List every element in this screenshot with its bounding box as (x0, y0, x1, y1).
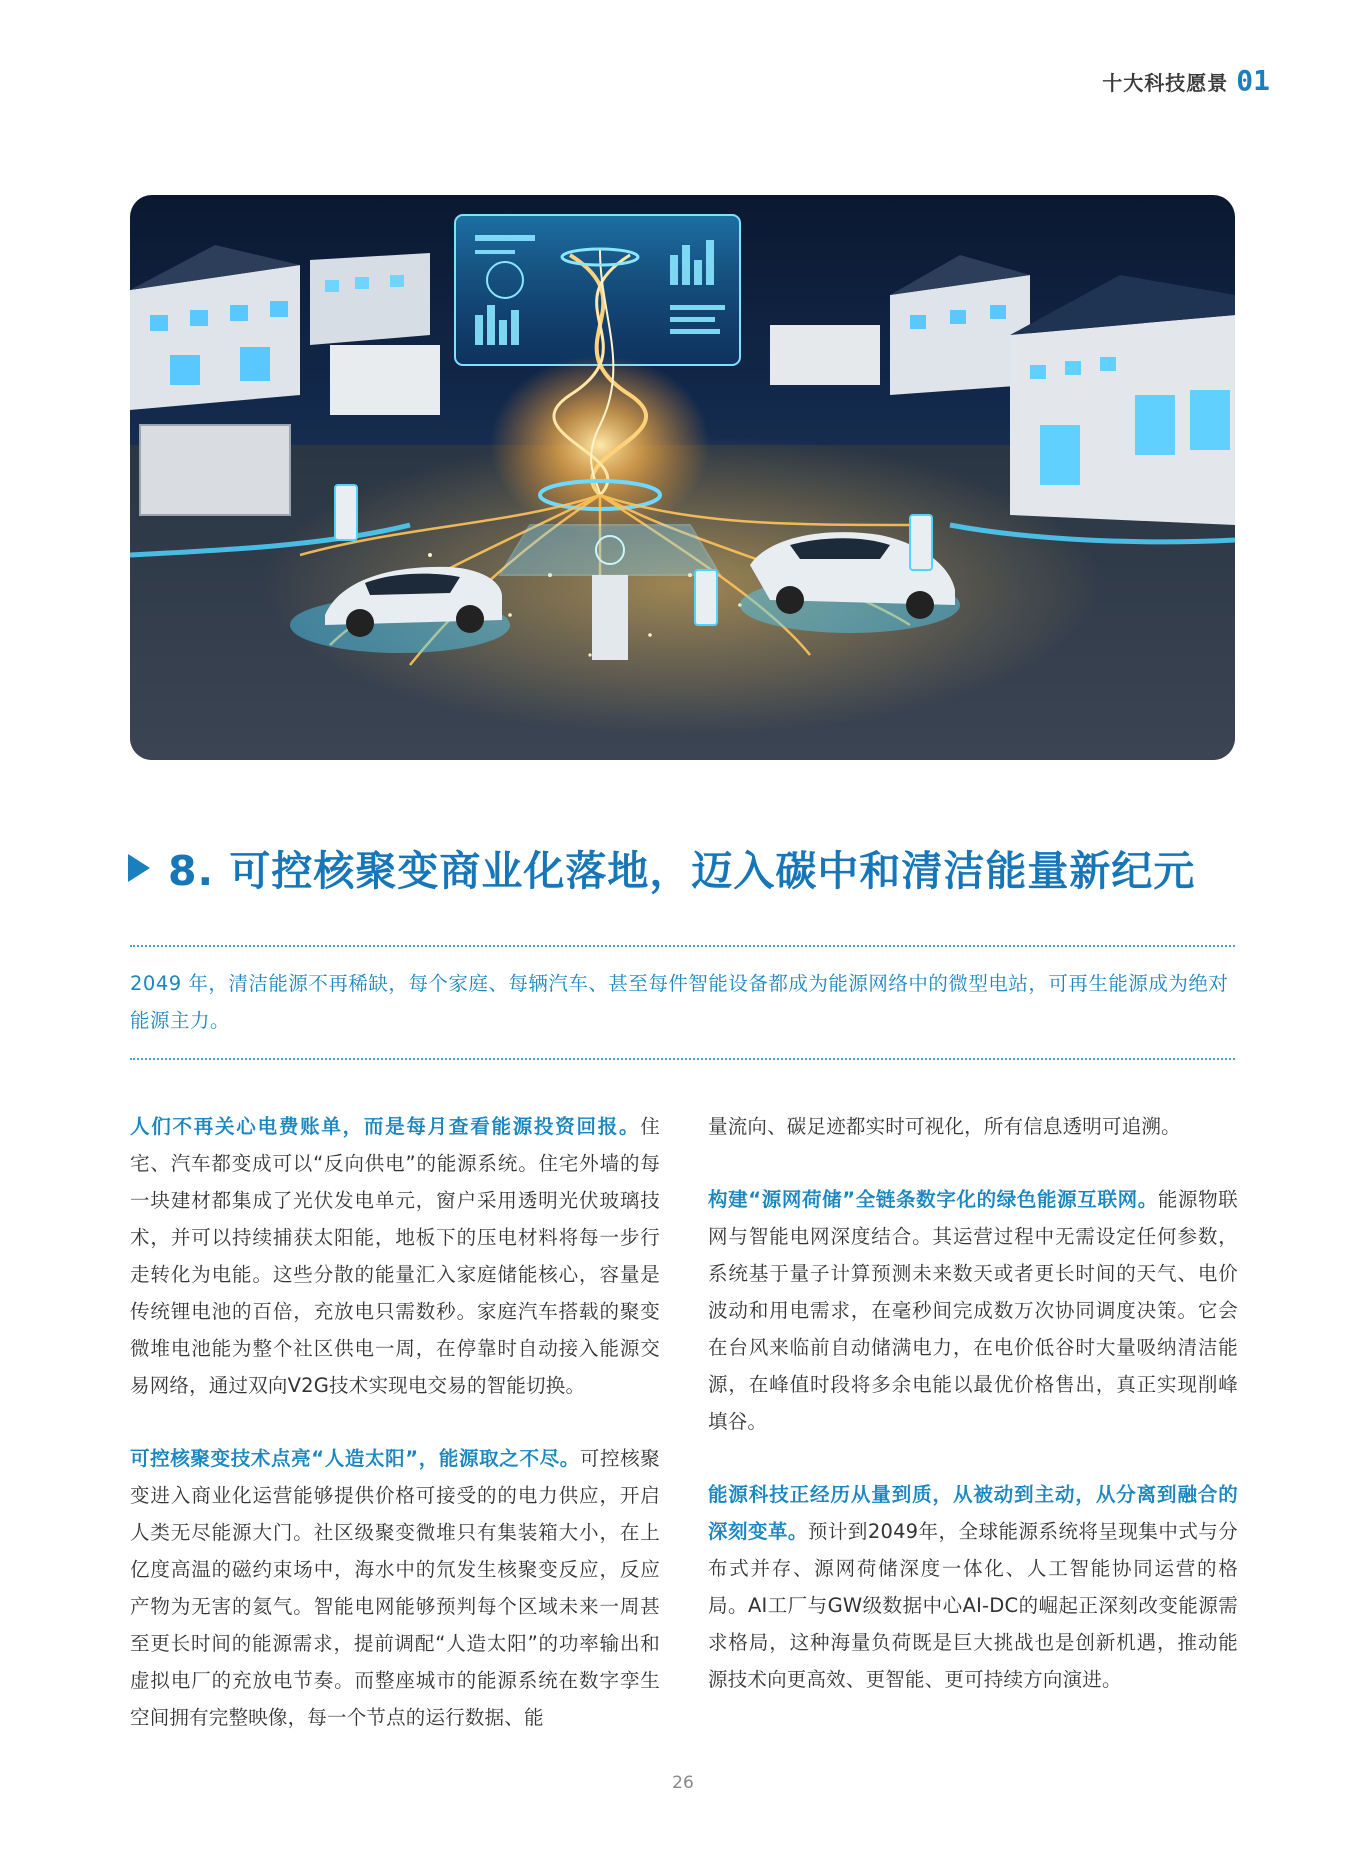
page-number: 26 (672, 1773, 694, 1793)
right-column (708, 1108, 1238, 1734)
paragraph-body: 可控核聚变进入商业化运营能够提供价格可接受的的电力供应，开启人类无尽能源大门。社区级聚变微堆只有集装箱大小，在上亿度高温的磁约束场中，海水中的氘发生核聚变反应，反应产物为无害的氦气。智能电网能够预判每个区域未来一周甚至更长时间的能源需求，提前调配“人造太阳”的功率输出和虚拟电厂的充放电节奏。而整座城市的能源系统在数字孪生空间拥有完整映像，每一个节点的运行数据、能 (130, 1447, 660, 1729)
chapter-header (1102, 64, 1270, 97)
paragraph-body: 住宅、汽车都变成可以“反向供电”的能源系统。住宅外墙的每一块建材都集成了光伏发电单元，窗户采用透明光伏玻璃技术，并可以持续捕获太阳能，地板下的压电材料将每一步行走转化为电能。这些分散的能量汇入家庭储能核心，容量是传统锂电池的百倍，充放电只需数秒。家庭汽车搭载的聚变微堆电池能为整个社区供电一周，在停靠时自动接入能源交易网络，通过双向V2G技术实现电交易的智能切换。 (130, 1115, 660, 1397)
section-title: 8. 可控核聚变商业化落地，迈入碳中和清洁能量新纪元 (168, 847, 1196, 895)
smart-energy-community-illustration (130, 195, 1235, 760)
triangle-marker-icon (128, 854, 150, 882)
paragraph (708, 1181, 1238, 1440)
paragraph-lead: 构建“源网荷储”全链条数字化的绿色能源互联网。 (708, 1188, 1158, 1211)
paragraph-body: 量流向、碳足迹都实时可视化，所有信息透明可追溯。 (708, 1115, 1181, 1138)
section-heading (128, 838, 1238, 897)
chapter-number: 01 (1236, 64, 1270, 97)
paragraph-lead: 人们不再关心电费账单，而是每月查看能源投资回报。 (130, 1115, 641, 1138)
divider-top (130, 945, 1235, 947)
paragraph (130, 1440, 660, 1736)
paragraph (708, 1108, 1238, 1145)
paragraph-lead: 能源科技正经历从量到质，从被动到主动，从分离到融合的深刻变革。 (708, 1483, 1238, 1543)
paragraph-body: 能源物联网与智能电网深度结合。其运营过程中无需设定任何参数，系统基于量子计算预测未来数天或者更长时间的天气、电价波动和用电需求，在毫秒间完成数万次协同调度决策。它会在台风来临前自动储满电力，在电价低谷时大量吸纳清洁能源，在峰值时段将多余电能以最优价格售出，真正实现削峰填谷。 (708, 1188, 1238, 1433)
paragraph-body: 预计到2049年，全球能源系统将呈现集中式与分布式并存、源网荷储深度一体化、人工智能协同运营的格局。AI工厂与GW级数据中心AI-DC的崛起正深刻改变能源需求格局，这种海量负荷既是巨大挑战也是创新机遇，推动能源技术向更高效、更智能、更可持续方向演进。 (708, 1520, 1238, 1691)
intro-summary: 2049 年，清洁能源不再稀缺，每个家庭、每辆汽车、甚至每件智能设备都成为能源网络中的微型电站，可再生能源成为绝对能源主力。 (130, 972, 1229, 1032)
hero-image (130, 195, 1235, 760)
paragraph (708, 1476, 1238, 1698)
paragraph (130, 1108, 660, 1404)
chapter-title: 十大科技愿景 (1102, 71, 1229, 95)
left-column (130, 1108, 660, 1772)
paragraph-lead: 可控核聚变技术点亮“人造太阳”，能源取之不尽。 (130, 1447, 580, 1470)
divider-bottom (130, 1058, 1235, 1060)
